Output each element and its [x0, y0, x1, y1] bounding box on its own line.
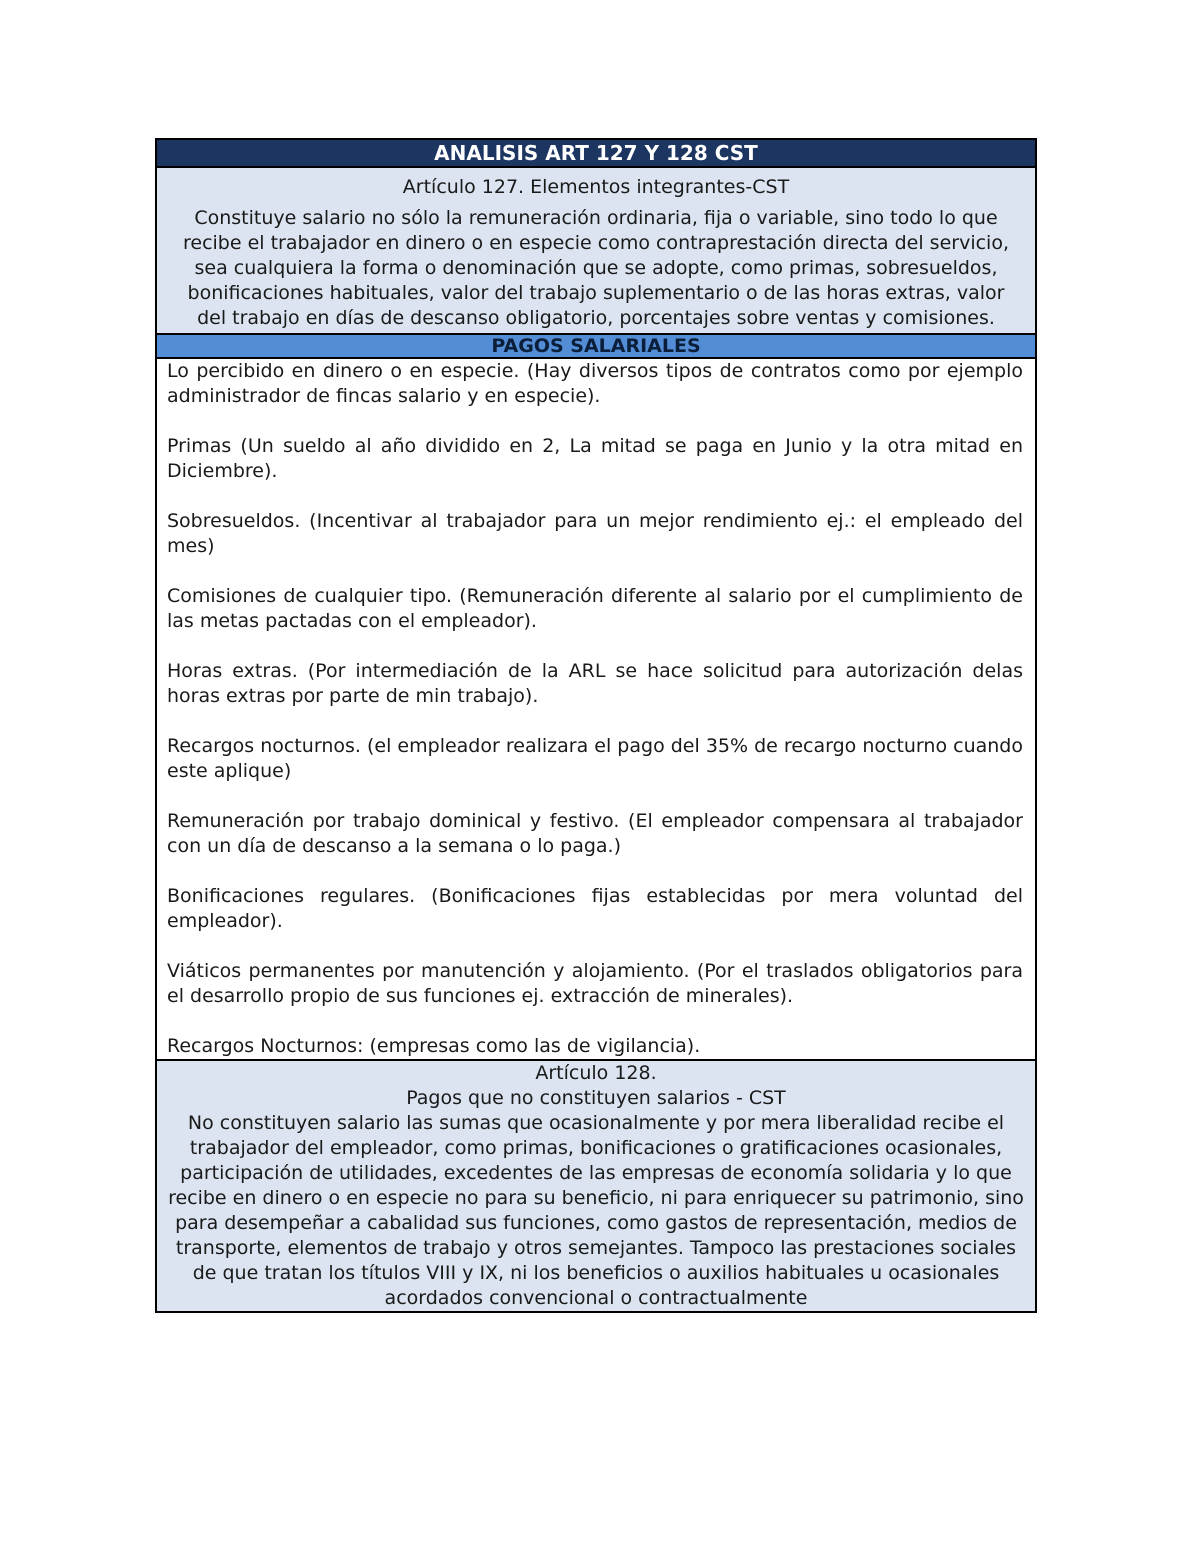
table-title: ANALISIS ART 127 Y 128 CST — [156, 139, 1036, 167]
list-item: Comisiones de cualquier tipo. (Remuneración diferente al salario por el cumplimiento de las metas pactadas con el empleador). — [167, 585, 1023, 632]
article-127-heading: Artículo 127. Elementos integrantes-CST — [402, 176, 790, 198]
list-item: Primas (Un sueldo al año dividido en 2, La mitad se paga en Junio y la otra mitad en Diciembre). — [167, 435, 1023, 482]
article-128-subheading: Pagos que no constituyen salarios - CST — [406, 1087, 786, 1109]
list-item: Bonificaciones regulares. (Bonificaciones fijas establecidas por mera voluntad del empleador). — [167, 885, 1023, 932]
items-row — [156, 358, 1036, 1060]
list-item: Viáticos permanentes por manutención y alojamiento. (Por el traslados obligatorios para el desarrollo propio de sus funciones ej. extracción de minerales). — [167, 960, 1023, 1007]
list-item: Sobresueldos. (Incentivar al trabajador para un mejor rendimiento ej.: el empleado del mes) — [167, 510, 1023, 557]
title-row — [156, 139, 1036, 167]
article-127-body: Constituye salario no sólo la remuneración ordinaria, fija o variable, sino todo lo que recibe el trabajador en dinero o en especie como contraprestación directa del servicio, sea cualquiera la forma o denominación que se adopte, como primas, sobresueldos, bonificaciones habituales, valor del trabajo suplementario o de las horas extras, valor del trabajo en días de descanso obligatorio, porcentajes sobre ventas y comisiones. — [182, 207, 1009, 329]
article-128-row — [156, 1060, 1036, 1312]
analysis-table — [155, 138, 1037, 1313]
list-item: Recargos Nocturnos: (empresas como las de vigilancia). — [167, 1035, 701, 1057]
article-128-body: No constituyen salario las sumas que ocasionalmente y por mera liberalidad recibe el trabajador del empleador, como primas, bonificaciones o gratificaciones ocasionales, participación de utilidades, excedentes de las empresas de economía solidaria y lo que recibe en dinero o en especie no para su beneficio, ni para enriquecer su patrimonio, sino para desempeñar a cabalidad sus funciones, como gastos de representación, medios de transporte, elementos de trabajo y otros semejantes. Tampoco las prestaciones sociales de que tratan los títulos VIII y IX, ni los beneficios o auxilios habituales u ocasionales acordados convencional o contractualmente — [168, 1112, 1024, 1309]
list-item: Remuneración por trabajo dominical y festivo. (El empleador compensara al trabajador con un día de descanso a la semana o lo paga.) — [167, 810, 1023, 857]
section-title: PAGOS SALARIALES — [156, 334, 1036, 358]
section-row — [156, 334, 1036, 358]
list-item: Recargos nocturnos. (el empleador realizara el pago del 35% de recargo nocturno cuando este aplique) — [167, 735, 1023, 782]
article-128-cell — [156, 1060, 1036, 1312]
article-127-row — [156, 167, 1036, 334]
list-item: Horas extras. (Por intermediación de la ARL se hace solicitud para autorización delas horas extras por parte de min trabajo). — [167, 660, 1023, 707]
article-127-cell — [156, 167, 1036, 334]
list-item: Lo percibido en dinero o en especie. (Hay diversos tipos de contratos como por ejemplo administrador de fincas salario y en especie). — [167, 360, 1023, 407]
article-128-heading: Artículo 128. — [535, 1062, 657, 1084]
salary-items-cell — [156, 358, 1036, 1060]
